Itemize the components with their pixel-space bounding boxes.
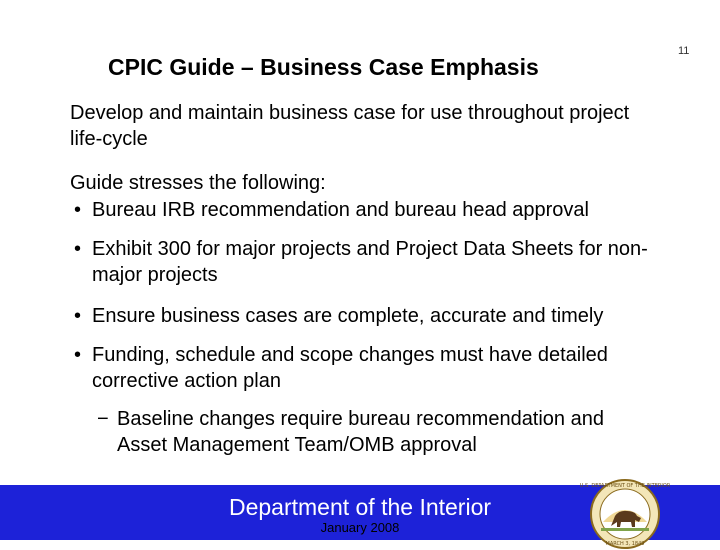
bullet-text: Funding, schedule and scope changes must have detailed corrective action plan xyxy=(92,344,608,392)
bullet-item-1 xyxy=(74,197,694,223)
bullet-dot: • xyxy=(74,305,82,327)
bullet-text: Exhibit 300 for major projects and Project Data Sheets for non-major projects xyxy=(92,238,648,286)
sub-bullet-dash: − xyxy=(97,408,109,430)
bullet-item-3 xyxy=(74,303,694,329)
page-number: 11 xyxy=(678,45,690,57)
bullet-dot: • xyxy=(74,238,82,260)
department-of-interior-seal-icon xyxy=(579,478,671,550)
bullet-text: Ensure business cases are complete, accurate and timely xyxy=(92,305,604,327)
lead-text: Guide stresses the following: xyxy=(70,172,326,194)
bullet-item-4 xyxy=(74,342,684,394)
bullet-dot: • xyxy=(74,199,82,221)
sub-bullet-item xyxy=(97,406,637,458)
bullet-text: Bureau IRB recommendation and bureau head approval xyxy=(92,199,589,221)
bullet-item-2 xyxy=(74,236,674,288)
seal-text-top: U.S. DEPARTMENT OF THE INTERIOR xyxy=(579,483,671,489)
sub-bullet-text: Baseline changes require bureau recommendation and Asset Management Team/OMB approval xyxy=(117,408,604,456)
slide-title: CPIC Guide – Business Case Emphasis xyxy=(108,54,539,80)
seal-text-bottom: MARCH 3, 1849 xyxy=(605,541,645,547)
bullet-dot: • xyxy=(74,344,82,366)
intro-text: Develop and maintain business case for use throughout project life-cycle xyxy=(70,102,630,150)
footer-date: January 2008 xyxy=(320,520,400,535)
footer-title: Department of the Interior xyxy=(228,494,492,520)
